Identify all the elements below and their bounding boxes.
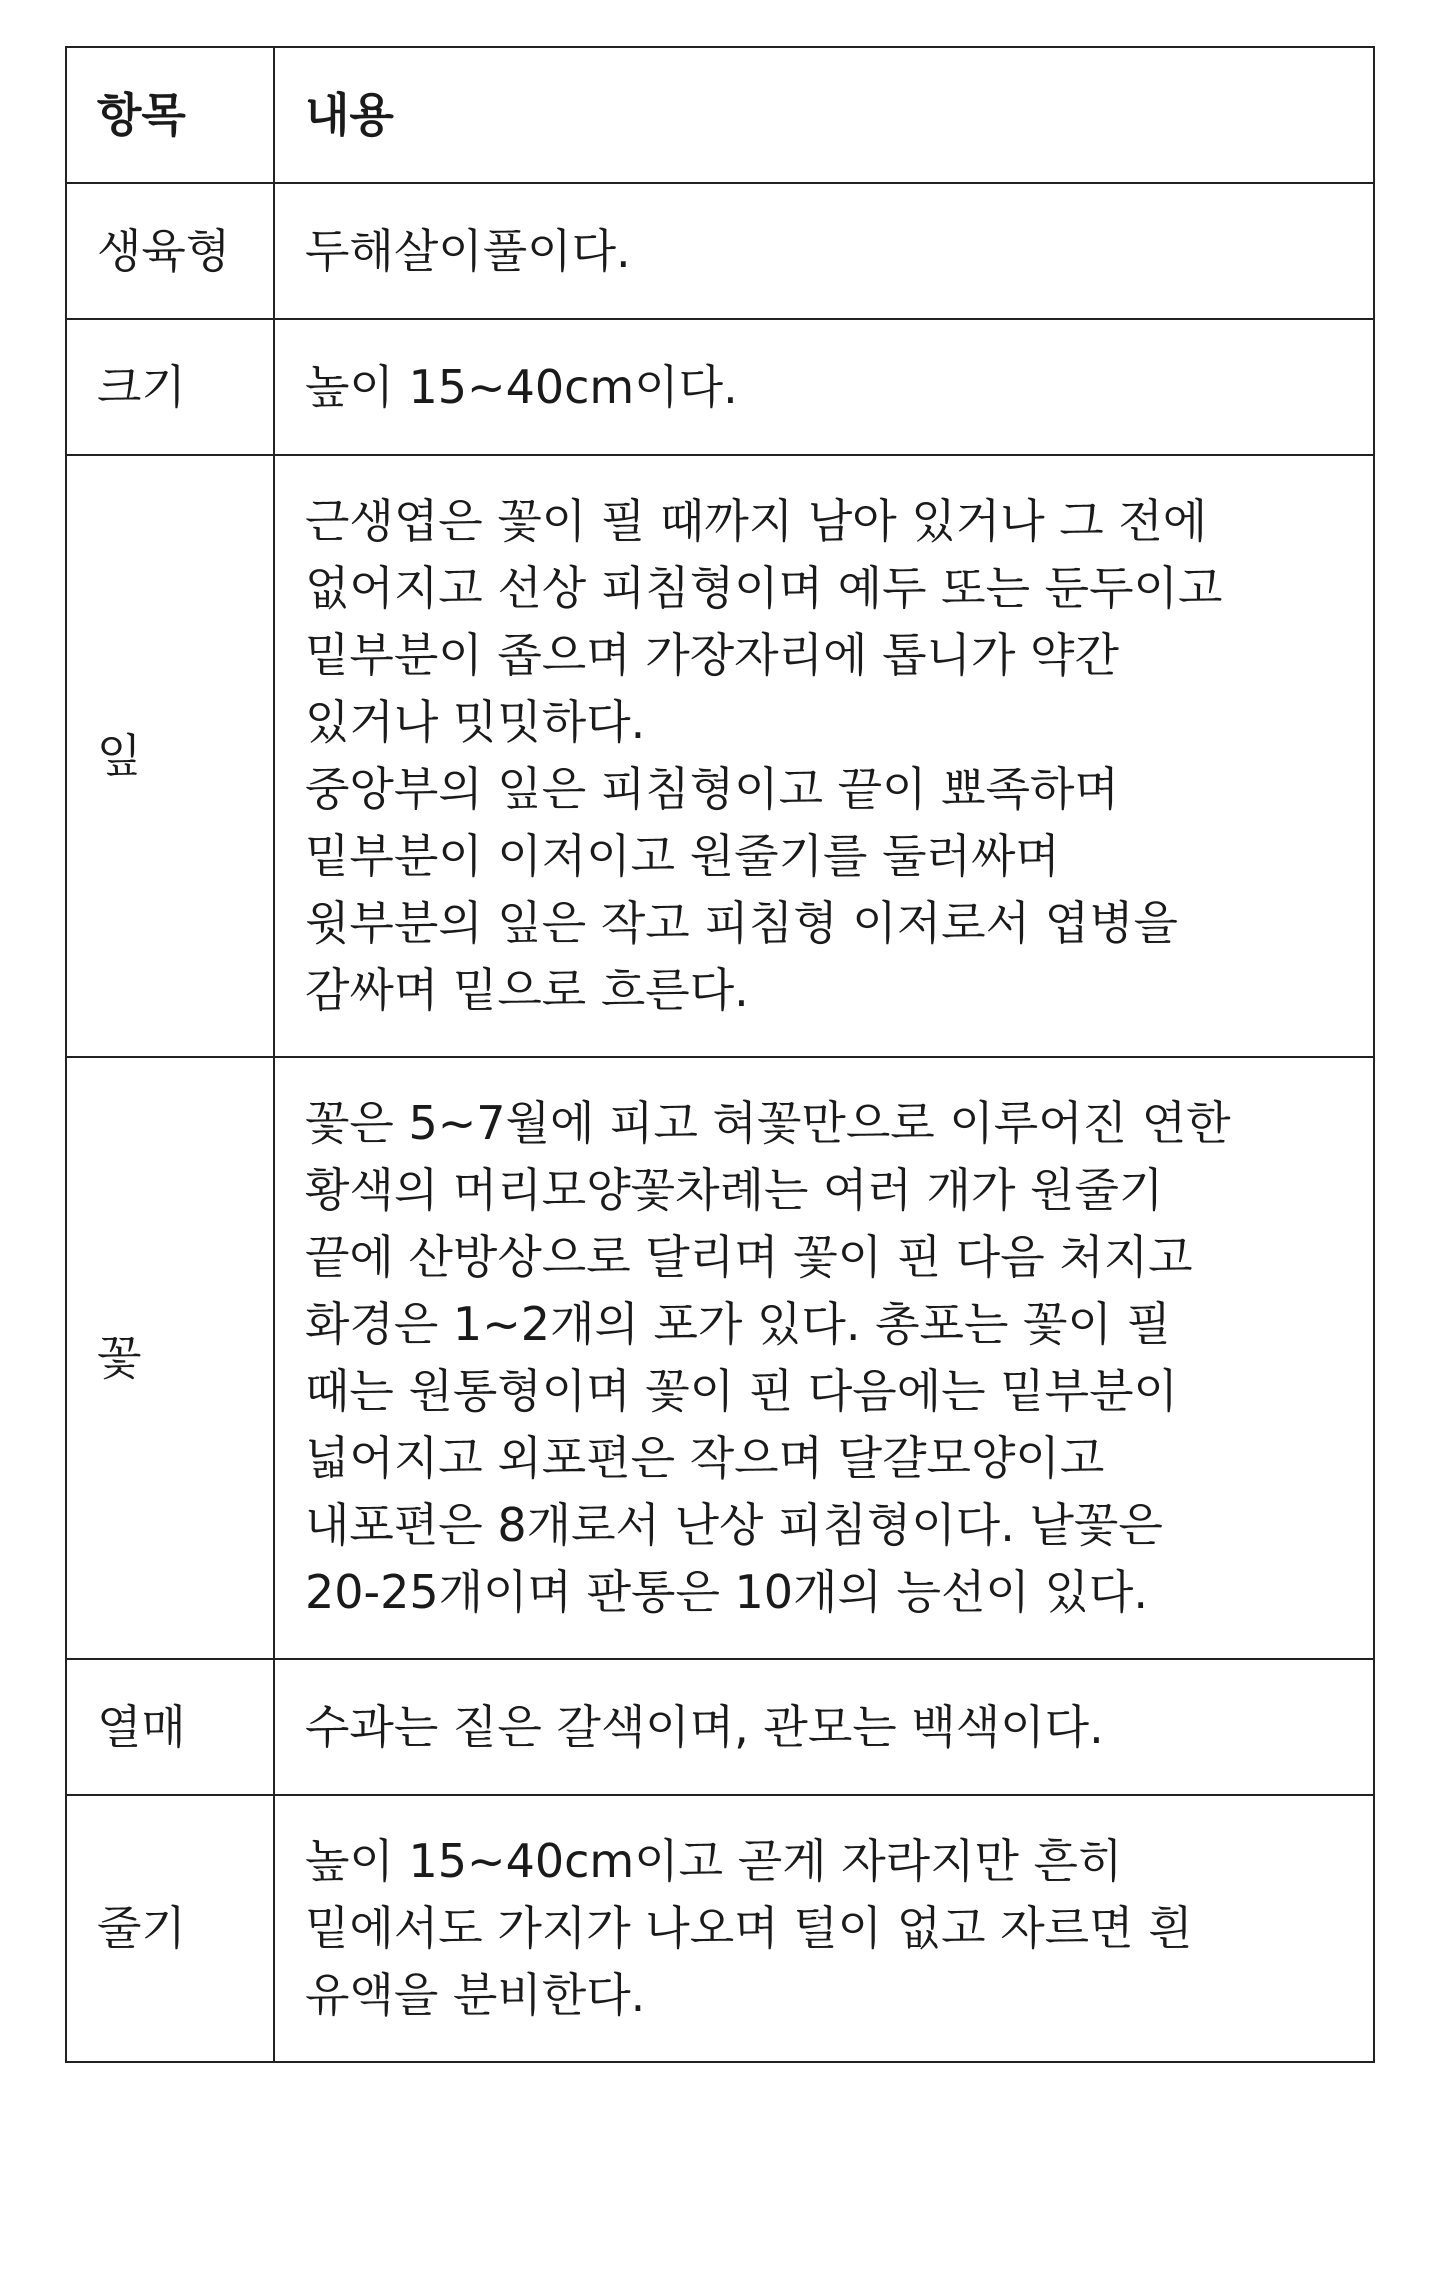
header-item: 항목 <box>66 47 274 183</box>
row-key-fruit: 열매 <box>66 1659 274 1795</box>
plant-info-table <box>65 46 1375 2063</box>
row-value-fruit: 수과는 짙은 갈색이며, 관모는 백색이다. <box>274 1659 1374 1795</box>
row-key-growth-form: 생육형 <box>66 183 274 319</box>
row-key-flower: 꽃 <box>66 1057 274 1659</box>
row-value-size: 높이 15~40cm이다. <box>274 319 1374 455</box>
row-key-size: 크기 <box>66 319 274 455</box>
table-header-row <box>66 47 1374 183</box>
row-value-growth-form: 두해살이풀이다. <box>274 183 1374 319</box>
table-row <box>66 319 1374 455</box>
table-row <box>66 1057 1374 1659</box>
table-row <box>66 1795 1374 2062</box>
table-row <box>66 455 1374 1057</box>
row-key-stem: 줄기 <box>66 1795 274 2062</box>
row-value-flower: 꽃은 5~7월에 피고 혀꽃만으로 이루어진 연한 황색의 머리모양꽃차례는 여러 개가 원줄기 끝에 산방상으로 달리며 꽃이 핀 다음 처지고 화경은 1~2개의 포가 있다. 총포는 꽃이 필 때는 원통형이며 꽃이 핀 다음에는 밑부분이 넓어지고 외포편은 작으며 달걀모양이고 내포편은 8개로서 난상 피침형이다. 낱꽃은 20-25개이며 판통은 10개의 능선이 있다. <box>274 1057 1374 1659</box>
row-key-leaf: 잎 <box>66 455 274 1057</box>
row-value-stem: 높이 15~40cm이고 곧게 자라지만 흔히 밑에서도 가지가 나오며 털이 없고 자르면 흰 유액을 분비한다. <box>274 1795 1374 2062</box>
table-row <box>66 1659 1374 1795</box>
header-content: 내용 <box>274 47 1374 183</box>
table-row <box>66 183 1374 319</box>
row-value-leaf: 근생엽은 꽃이 필 때까지 남아 있거나 그 전에 없어지고 선상 피침형이며 예두 또는 둔두이고 밑부분이 좁으며 가장자리에 톱니가 약간 있거나 밋밋하다. 중앙부의 잎은 피침형이고 끝이 뾰족하며 밑부분이 이저이고 원줄기를 둘러싸며 윗부분의 잎은 작고 피침형 이저로서 엽병을 감싸며 밑으로 흐른다. <box>274 455 1374 1057</box>
